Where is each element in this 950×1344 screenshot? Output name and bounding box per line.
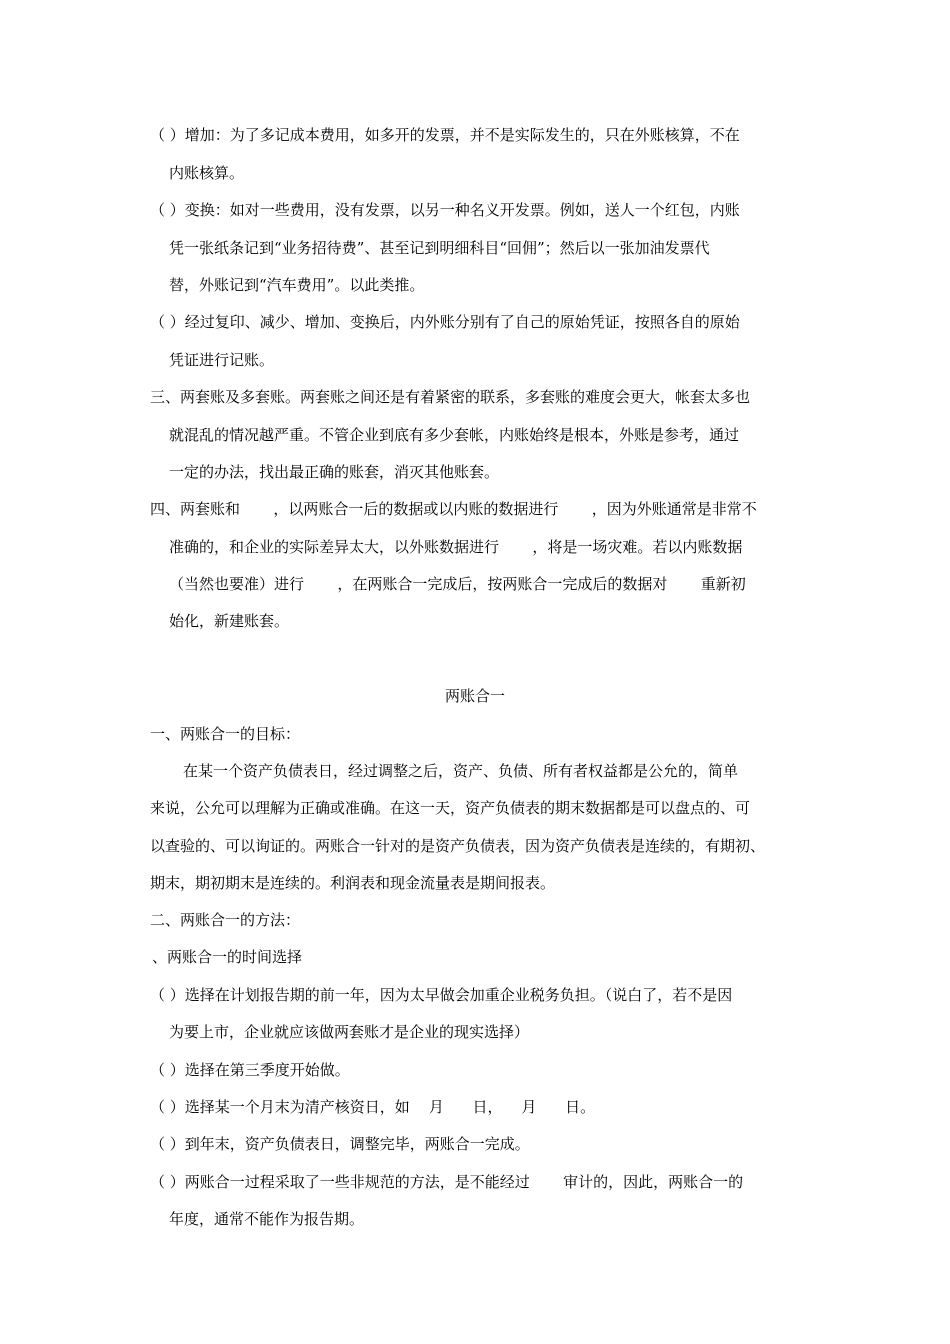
time-item-3: （ ）选择某一个月末为清产核资日，如 月 日， 月 日。 <box>150 1098 596 1116</box>
para-four-line-2: 准确的，和企业的实际差异太大，以外账数据进行 ，将是一场灾难。若以内账数据 <box>169 538 743 556</box>
item-add-line-2: 内账核算。 <box>169 164 245 182</box>
item-add-line-1: （ ）增加：为了多记成本费用，如多开的发票，并不是实际发生的，只在外账核算，不在 <box>150 126 740 144</box>
goal-para-line-2: 来说，公允可以理解为正确或准确。在这一天，资产负债表的期末数据都是可以盘点的、可 <box>150 799 751 817</box>
para-four-line-1: 四、两套账和 ，以两账合一后的数据或以内账的数据进行 ，因为外账通常是非常不 <box>150 500 757 518</box>
time-item-1-line-1: （ ）选择在计划报告期的前一年，因为太早做会加重企业税务负担。（说白了，若不是因 <box>150 986 733 1004</box>
time-item-5-line-1: （ ）两账合一过程采取了一些非规范的方法，是不能经过 审计的，因此，两账合一的 <box>150 1173 744 1191</box>
para-three-line-3: 一定的办法，找出最正确的账套，消灭其他账套。 <box>169 463 500 481</box>
para-four-line-3: （当然也要准）进行 ，在两账合一完成后，按两账合一完成后的数据对 重新初 <box>169 575 746 593</box>
time-item-4: （ ）到年末，资产负债表日，调整完毕，两账合一完成。 <box>150 1135 530 1153</box>
item-swap-line-1: （ ）变换：如对一些费用，没有发票，以另一种名义开发票。例如，送人一个红包，内账 <box>150 201 740 219</box>
item-after-line-2: 凭证进行记账。 <box>169 351 275 369</box>
item-after-line-1: （ ）经过复印、减少、增加、变换后，内外账分别有了自己的原始凭证，按照各自的原始 <box>150 313 740 331</box>
goal-para-line-4: 期末，期初期末是连续的。利润表和现金流量表是期间报表。 <box>150 874 556 892</box>
para-three-line-2: 就混乱的情况越严重。不管企业到底有多少套帐，内账始终是根本，外账是参考，通过 <box>169 426 740 444</box>
time-heading: 、两账合一的时间选择 <box>152 948 303 966</box>
time-item-2: （ ）选择在第三季度开始做。 <box>150 1061 350 1079</box>
para-four-line-4: 始化，新建账套。 <box>169 612 290 630</box>
item-swap-line-2: 凭一张纸条记到“业务招待费”、甚至记到明细科目“回佣”；然后以一张加油发票代 <box>169 239 710 257</box>
method-heading: 二、两账合一的方法： <box>150 911 301 929</box>
time-item-5-line-2: 年度，通常不能作为报告期。 <box>169 1210 365 1228</box>
section-title: 两账合一 <box>444 687 505 705</box>
goal-para-line-1: 在某一个资产负债表日，经过调整之后，资产、负债、所有者权益都是公允的，简单 <box>183 762 739 780</box>
time-item-1-line-2: 为要上市，企业就应该做两套账才是企业的现实选择） <box>169 1023 530 1041</box>
goal-para-line-3: 以查验的、可以询证的。两账合一针对的是资产负债表，因为资产负债表是连续的，有期初、 <box>150 837 766 855</box>
para-three-line-1: 三、两套账及多套账。两套账之间还是有着紧密的联系，多套账的难度会更大，帐套太多也 <box>150 388 751 406</box>
goal-heading: 一、两账合一的目标： <box>150 725 301 743</box>
item-swap-line-3: 替，外账记到“汽车费用”。以此类推。 <box>169 276 425 294</box>
